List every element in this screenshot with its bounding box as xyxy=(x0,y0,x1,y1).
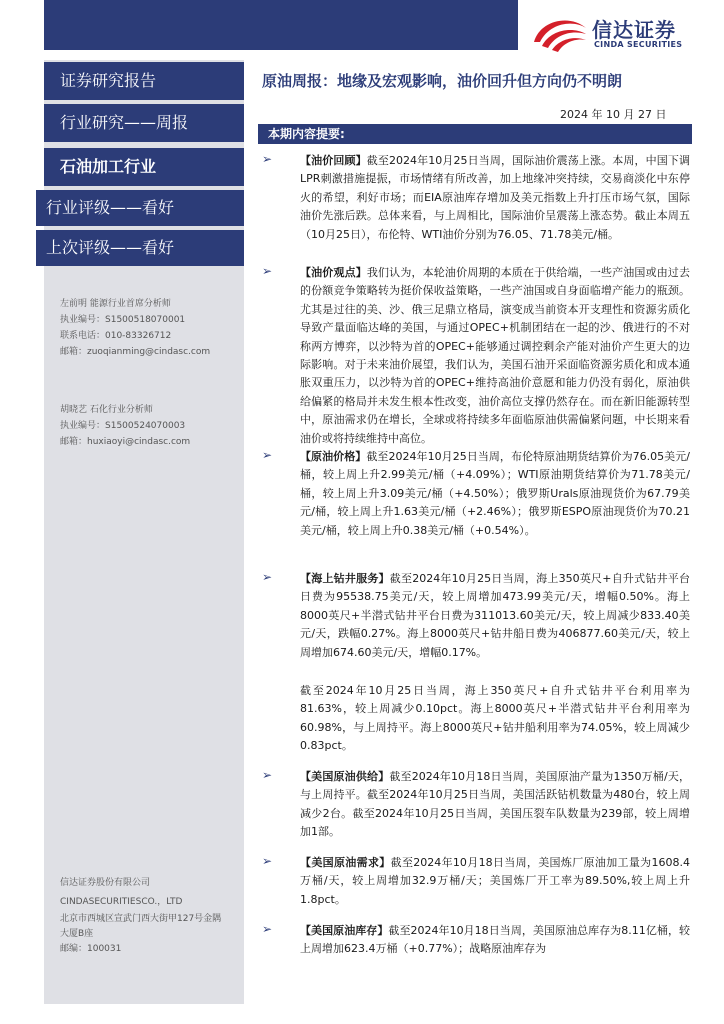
logo-english: CINDA SECURITIES xyxy=(594,40,683,49)
company-address: 北京市西城区宣武门西大街甲127号金隅 xyxy=(60,914,222,924)
research-type: 行业研究——周报 xyxy=(44,104,244,142)
arrow-bullet-icon: ➢ xyxy=(262,152,273,166)
logo-chinese: 信达证券 xyxy=(592,18,676,42)
bullet-key: 【美国原油需求】 xyxy=(300,856,391,869)
previous-rating: 上次评级——看好 xyxy=(36,230,244,266)
bullet-text xyxy=(300,922,690,959)
bullet-body: 截至2024年10月25日当周，国际油价震荡上涨。本周，中国下调LPR刺激措施提振，市场情绪有所改善，加上地缘冲突持续，交易商淡化中东停火的希望，利好市场；而EIA原油库存增加及美元指数上升打压市场气氛，国际油价先涨后跌。总体来看，与上周相比，国际油价呈震荡上涨态势。截止本周五（10月25日），布伦特、WTI油价分别为76.05、71.78美元/桶。 xyxy=(300,154,690,241)
summary-heading: 本期内容提要: xyxy=(258,124,692,144)
arrow-bullet-icon: ➢ xyxy=(262,448,273,462)
bullet-text xyxy=(300,854,690,909)
analyst-phone: 联系电话：010-83326712 xyxy=(60,331,172,341)
bullet-text xyxy=(300,152,690,244)
header-bar xyxy=(44,0,518,50)
company-postcode: 邮编：100031 xyxy=(60,944,122,954)
bullet-key: 【原油价格】 xyxy=(300,450,367,463)
analyst-cert: 执业编号：S1500524070003 xyxy=(60,421,186,431)
cinda-logo xyxy=(530,12,710,52)
analyst-name: 胡晓艺 石化行业分析师 xyxy=(60,405,153,415)
bullet-text xyxy=(300,570,690,662)
industry-name: 石油加工行业 xyxy=(44,148,244,186)
analyst-cert: 执业编号：S1500518070001 xyxy=(60,315,186,325)
bullet-text xyxy=(300,264,690,448)
arrow-bullet-icon: ➢ xyxy=(262,854,273,868)
industry-rating: 行业评级——看好 xyxy=(36,190,244,226)
bullet-key: 【油价观点】 xyxy=(300,266,367,279)
analyst-1 xyxy=(60,296,210,360)
arrow-bullet-icon: ➢ xyxy=(262,768,273,782)
report-type: 证券研究报告 xyxy=(44,62,244,100)
arrow-bullet-icon: ➢ xyxy=(262,570,273,584)
bullet-body: 截至2024年10月18日当周，美国炼厂原油加工量为1608.4万桶/天，较上周增加32.9万桶/天；美国炼厂开工率为89.50%,较上周上升1.8pct。 xyxy=(300,856,690,906)
arrow-bullet-icon: ➢ xyxy=(262,264,273,278)
bullet-extra-paragraph: 截至2024年10月25日当周，海上350英尺+自升式钻井平台利用率为81.63%，较上周减少0.10pct。海上8000英尺+半潜式钻井平台利用率为60.98%，与上周持平。海上8000英尺+钻井船利用率为74.05%，较上周减少0.83pct。 xyxy=(300,684,690,753)
bullet-body: 截至2024年10月18日当周，美国原油总库存为8.11亿桶，较上周增加623.4万桶（+0.77%）；战略原油库存为 xyxy=(300,924,690,956)
bullet-body: 截至2024年10月25日当周，海上350英尺+自升式钻井平台日费为95538.75美元/天，较上周增加473.99美元/天，增幅0.50%。海上8000英尺+半潜式钻井平台日费为311013.60美元/天，较上周减少833.40美元/天，跌幅0.27%。海上8000英尺+钻井船日费为406877.60美元/天，较上周增加674.60美元/天，增幅0.17%。 xyxy=(300,572,691,659)
document-title: 原油周报：地缘及宏观影响，油价回升但方向仍不明朗 xyxy=(262,72,623,90)
company-name-cn: 信达证券股份有限公司 xyxy=(60,878,151,888)
report-date: 2024 年 10 月 27 日 xyxy=(560,108,667,121)
bullet-key: 【美国原油库存】 xyxy=(300,924,389,937)
company-address-cont: 大厦B座 xyxy=(60,929,94,939)
analyst-2 xyxy=(60,402,190,450)
bullet-key: 【海上钻井服务】 xyxy=(300,572,390,585)
analyst-email[interactable]: 邮箱：zuoqianming@cindasc.com xyxy=(60,347,211,357)
sidebar xyxy=(44,60,244,1004)
analyst-email[interactable]: 邮箱：huxiaoyi@cindasc.com xyxy=(60,437,191,447)
bullet-body: 截至2024年10月18日当周，美国原油产量为1350万桶/天，与上周持平。截至2024年10月25日当周，美国活跃钻机数量为480台，较上周减少2台。截至2024年10月25日当周，美国压裂车队数量为239部，较上周增加1部。 xyxy=(300,770,691,839)
analyst-name: 左前明 能源行业首席分析师 xyxy=(60,299,171,309)
bullet-body: 截至2024年10月25日当周，布伦特原油期货结算价为76.05美元/桶，较上周上升2.99美元/桶（+4.09%）；WTI原油期货结算价为71.78美元/桶，较上周上升3.09美元/桶（+4.50%）；俄罗斯Urals原油现货价为67.79美元/桶，较上周上升1.63美元/桶（+2.46%）；俄罗斯ESPO原油现货价为70.21美元/桶，较上周上升0.38美元/桶（+0.54%）。 xyxy=(300,450,691,537)
bullet-text xyxy=(300,768,690,842)
company-info xyxy=(60,876,221,957)
bullet-body: 我们认为，本轮油价周期的本质在于供给端，一些产油国或由过去的份额竞争策略转为挺价保收益策略，一些产油国或自身面临增产能力的瓶颈。尤其是过往的美、沙、俄三足鼎立格局，演变成当前资本开支理性和资源劣质化导致产量面临达峰的美国，与通过OPEC+机制团结在一起的沙、俄进行的不对称两方博弈，以沙特为首的OPEC+能够通过调控剩余产能对油价产生更大的边际影响。对于未来油价展望，我们认为，美国石油开采面临资源劣质化和成本通胀双重压力，以沙特为首的OPEC+维持高油价意愿和能力仍没有弱化，原油供给偏紧的格局并未发生根本性改变，油价高位支撑仍然存在。而在新旧能源转型中，原油需求仍在增长，全球或将持续多年面临原油供需偏紧问题，中长期来看油价或将持续维持中高位。 xyxy=(300,266,691,445)
arrow-bullet-icon: ➢ xyxy=(262,922,273,936)
bullet-text xyxy=(300,448,690,540)
bullet-key: 【油价回顾】 xyxy=(300,154,367,167)
company-name-en: CINDASECURITIESCO.，LTD xyxy=(60,897,183,907)
bullet-key: 【美国原油供给】 xyxy=(300,770,390,783)
logo-swoosh-icon xyxy=(530,12,588,52)
